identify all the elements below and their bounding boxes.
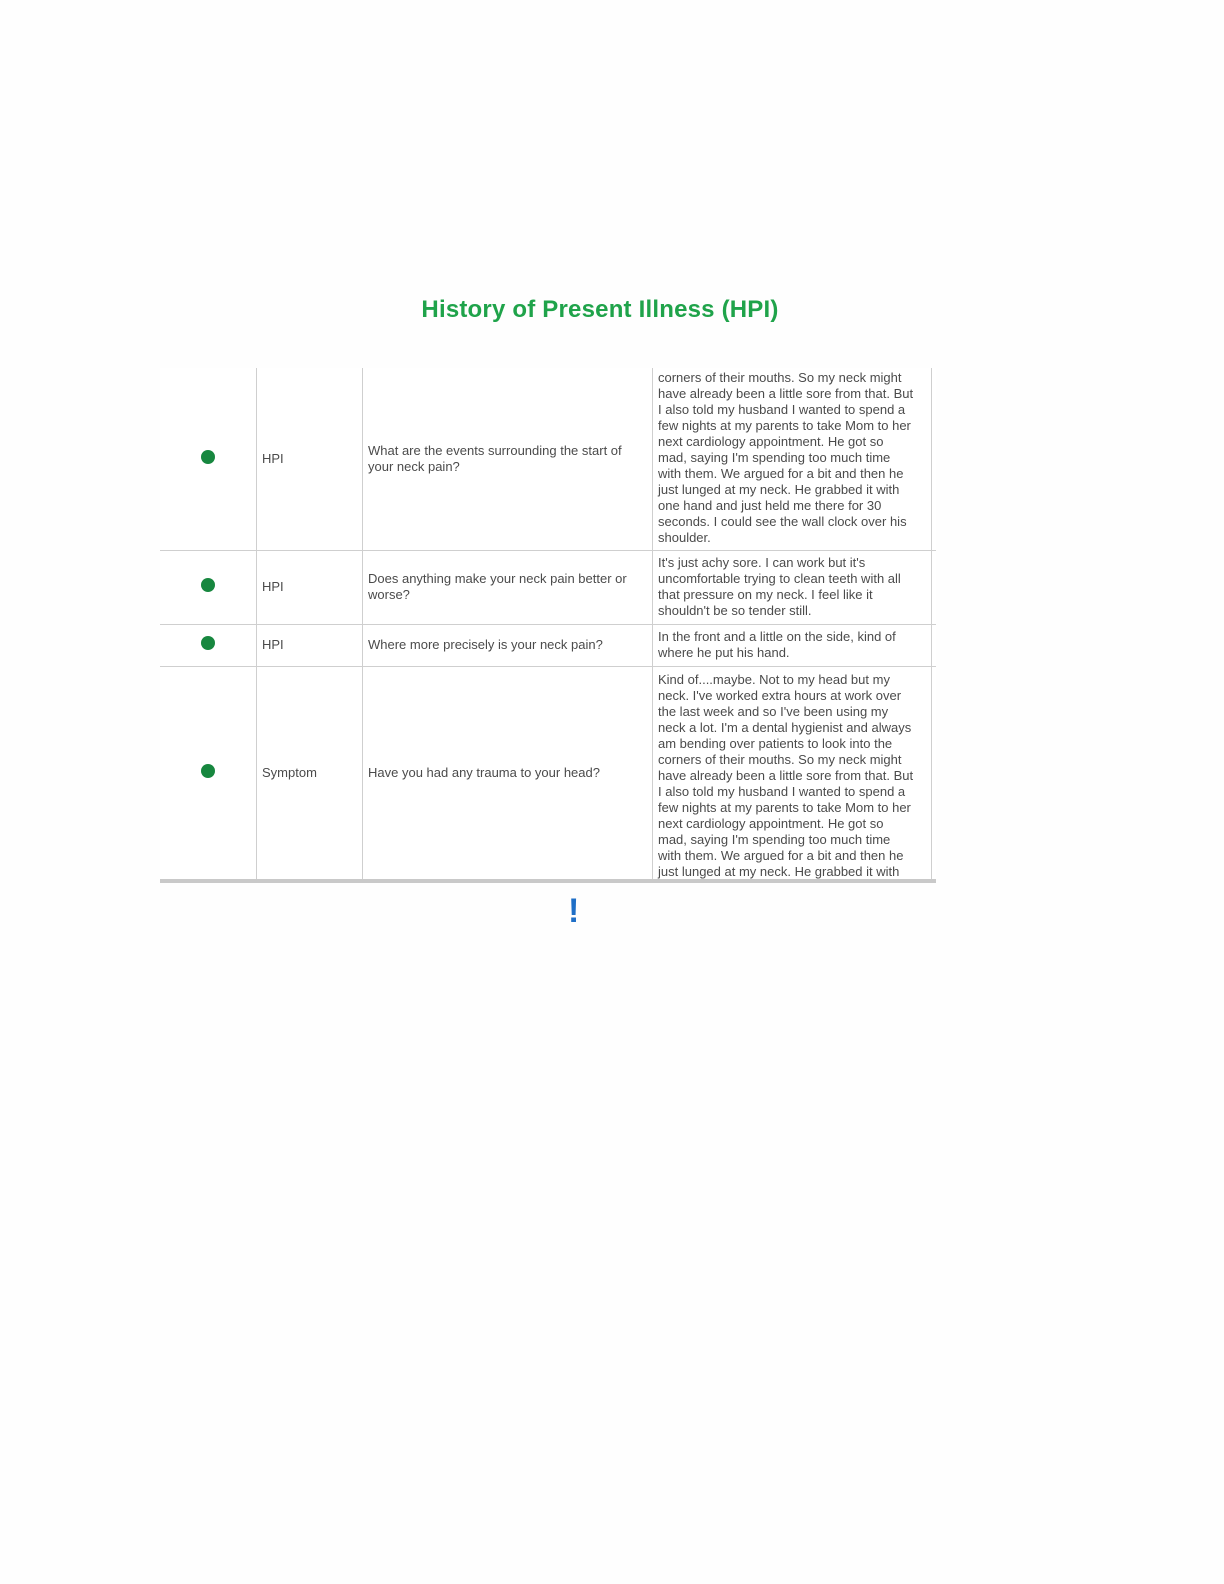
answer-cell: Kind of....maybe. Not to my head but my neck. I've worked extra hours at work over the last week and so I've been using my neck a lot. I'm a dental hygienist and always am bending over patients to look into the corners of their mouths. So my neck might have already been a little sore from that. But I also told my husband I wanted to spend a few nights at my parents to take Mom to her next cardiology appointment. He got so mad, saying I'm spending too much time with them. We argued for a bit and then he just lunged at my neck. He grabbed it with	[653, 666, 932, 880]
green-dot-icon	[201, 450, 215, 464]
table-row	[160, 624, 936, 666]
answer-cell: In the front and a little on the side, kind of where he put his hand.	[653, 624, 932, 666]
hpi-table-screenshot	[160, 368, 936, 883]
question-cell: What are the events surrounding the start of your neck pain?	[363, 368, 653, 550]
exclamation-mark: !	[568, 892, 580, 930]
table-row	[160, 550, 936, 624]
status-cell	[160, 550, 257, 624]
category-cell: HPI	[257, 368, 363, 550]
question-cell: Have you had any trauma to your head?	[363, 666, 653, 880]
green-dot-icon	[201, 578, 215, 592]
status-cell	[160, 624, 257, 666]
question-cell: Where more precisely is your neck pain?	[363, 624, 653, 666]
category-cell: Symptom	[257, 666, 363, 880]
question-cell: Does anything make your neck pain better or worse?	[363, 550, 653, 624]
answer-cell: It's just achy sore. I can work but it's uncomfortable trying to clean teeth with all that pressure on my neck. I feel like it shouldn't be so tender still.	[653, 550, 932, 624]
table-bottom-border	[160, 879, 936, 883]
answer-cell: corners of their mouths. So my neck might have already been a little sore from that. But I also told my husband I wanted to spend a few nights at my parents to take Mom to her next cardiology appointment. He got so mad, saying I'm spending too much time with them. We argued for a bit and then he just lunged at my neck. He grabbed it with one hand and just held me there for 30 seconds. I could see the wall clock over his shoulder.	[653, 368, 932, 550]
page-title: History of Present Illness (HPI)	[421, 296, 779, 323]
category-cell: HPI	[257, 624, 363, 666]
status-cell	[160, 368, 257, 550]
hpi-table	[160, 368, 936, 881]
green-dot-icon	[201, 636, 215, 650]
green-dot-icon	[201, 764, 215, 778]
status-cell	[160, 666, 257, 880]
table-row	[160, 368, 936, 550]
category-cell: HPI	[257, 550, 363, 624]
table-row	[160, 666, 936, 880]
